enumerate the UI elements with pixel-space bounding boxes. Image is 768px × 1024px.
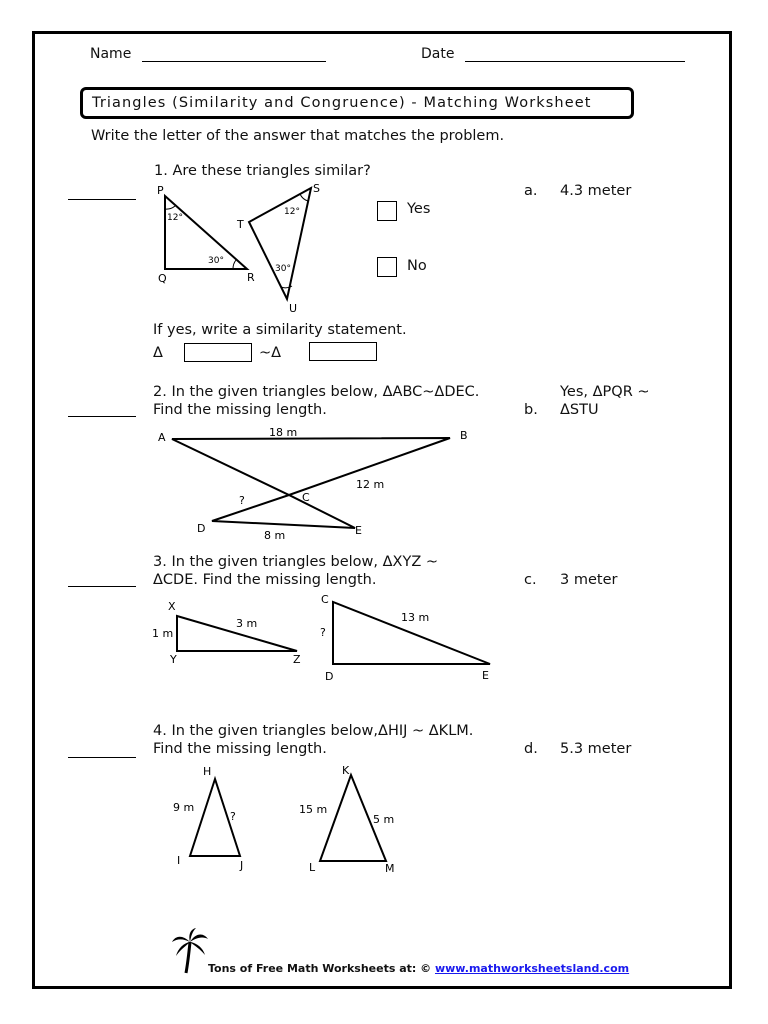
label-d-3: D (325, 670, 334, 683)
no-label: No (407, 258, 427, 274)
yes-checkbox[interactable] (377, 201, 397, 221)
problem-2-line-1: 2. In the given triangles below, ΔABC~ΔDEC. (153, 384, 480, 400)
problem-2-diagram (150, 420, 480, 545)
label-c: C (302, 491, 310, 504)
length-ce: 13 m (401, 611, 430, 624)
similarity-input-2[interactable] (309, 342, 377, 361)
date-field (421, 46, 685, 62)
angle-label-p: 12° (167, 213, 183, 223)
name-label: Name (90, 46, 132, 62)
label-e-3: E (482, 669, 489, 682)
label-m: M (385, 862, 395, 875)
no-checkbox[interactable] (377, 257, 397, 277)
label-p: P (157, 184, 164, 197)
similar-symbol: ~Δ (259, 345, 282, 361)
answer-a-text: 4.3 meter (560, 183, 632, 199)
answer-c-text: 3 meter (560, 572, 618, 588)
length-hi: 9 m (173, 801, 195, 814)
name-input-line[interactable] (142, 61, 326, 62)
angle-arc-s (300, 194, 308, 201)
label-k: K (342, 764, 350, 777)
length-de: 8 m (264, 529, 286, 542)
length-dc: ? (239, 494, 245, 507)
label-r: R (247, 271, 255, 284)
label-b: B (460, 429, 468, 442)
answer-d-text: 5.3 meter (560, 741, 632, 757)
length-cd: ? (320, 626, 326, 639)
problem-3-line-2: ΔCDE. Find the missing length. (153, 572, 377, 588)
problem-1-text: 1. Are these triangles similar? (154, 163, 371, 179)
label-s: S (313, 182, 320, 195)
label-x: X (168, 600, 176, 613)
problem-1-diagram (150, 180, 330, 320)
label-l: L (309, 861, 316, 874)
label-u: U (289, 302, 298, 315)
answer-blank-4[interactable] (68, 757, 136, 758)
label-a: A (158, 431, 166, 444)
length-ab: 18 m (269, 426, 298, 439)
name-field (90, 46, 326, 62)
label-i: I (177, 854, 181, 867)
date-label: Date (421, 46, 455, 62)
footer-link[interactable]: www.mathworksheetsland.com (434, 962, 630, 975)
palm-tree-icon (172, 928, 208, 974)
answer-blank-1[interactable] (68, 199, 136, 200)
problem-4-diagram (165, 760, 405, 880)
answer-a-letter: a. (524, 183, 538, 199)
triangle-abc (172, 438, 450, 495)
delta-symbol: Δ (153, 345, 163, 361)
triangle-pqr (165, 196, 247, 269)
label-e: E (355, 524, 362, 537)
label-c-3: C (321, 593, 329, 606)
label-t: T (237, 218, 244, 231)
date-input-line[interactable] (465, 61, 685, 62)
angle-arc-r (233, 260, 236, 269)
angle-arc-p (165, 206, 175, 209)
length-km: 5 m (373, 813, 395, 826)
problem-2-line-2: Find the missing length. (153, 402, 327, 418)
length-bc: 12 m (356, 478, 385, 491)
yes-label: Yes (407, 201, 431, 217)
length-hj: ? (230, 810, 236, 823)
similarity-input-1[interactable] (184, 343, 252, 362)
answer-blank-2[interactable] (68, 416, 136, 417)
angle-label-u: 30° (275, 264, 291, 274)
instructions: Write the letter of the answer that matches the problem. (91, 128, 505, 144)
footer (208, 962, 629, 975)
problem-3-line-1: 3. In the given triangles below, ΔXYZ ~ (153, 554, 439, 570)
footer-text: Tons of Free Math Worksheets at: © (208, 962, 432, 975)
answer-b-text-line-2: ΔSTU (560, 402, 599, 418)
worksheet-title: Triangles (Similarity and Congruence) - Matching Worksheet (80, 87, 634, 119)
angle-label-r: 30° (208, 256, 224, 266)
label-y: Y (170, 653, 177, 666)
length-kl: 15 m (299, 803, 328, 816)
angle-label-s: 12° (284, 207, 300, 217)
similarity-statement-prompt: If yes, write a similarity statement. (153, 322, 407, 338)
label-z: Z (293, 653, 301, 666)
answer-blank-3[interactable] (68, 586, 136, 587)
triangle-dec (212, 495, 355, 528)
problem-4-line-2: Find the missing length. (153, 741, 327, 757)
problem-3-diagram (148, 590, 498, 688)
answer-b-text-line-1: Yes, ΔPQR ~ (560, 384, 650, 400)
label-j: J (240, 859, 244, 872)
length-xz: 3 m (236, 617, 258, 630)
label-q: Q (158, 272, 167, 285)
problem-4-line-1: 4. In the given triangles below,ΔHIJ ~ ΔKLM. (153, 723, 474, 739)
answer-d-letter: d. (524, 741, 538, 757)
length-xy: 1 m (152, 627, 174, 640)
answer-c-letter: c. (524, 572, 537, 588)
triangle-stu (249, 188, 311, 299)
answer-b-letter: b. (524, 402, 538, 418)
label-d: D (197, 522, 206, 535)
label-h: H (203, 765, 212, 778)
